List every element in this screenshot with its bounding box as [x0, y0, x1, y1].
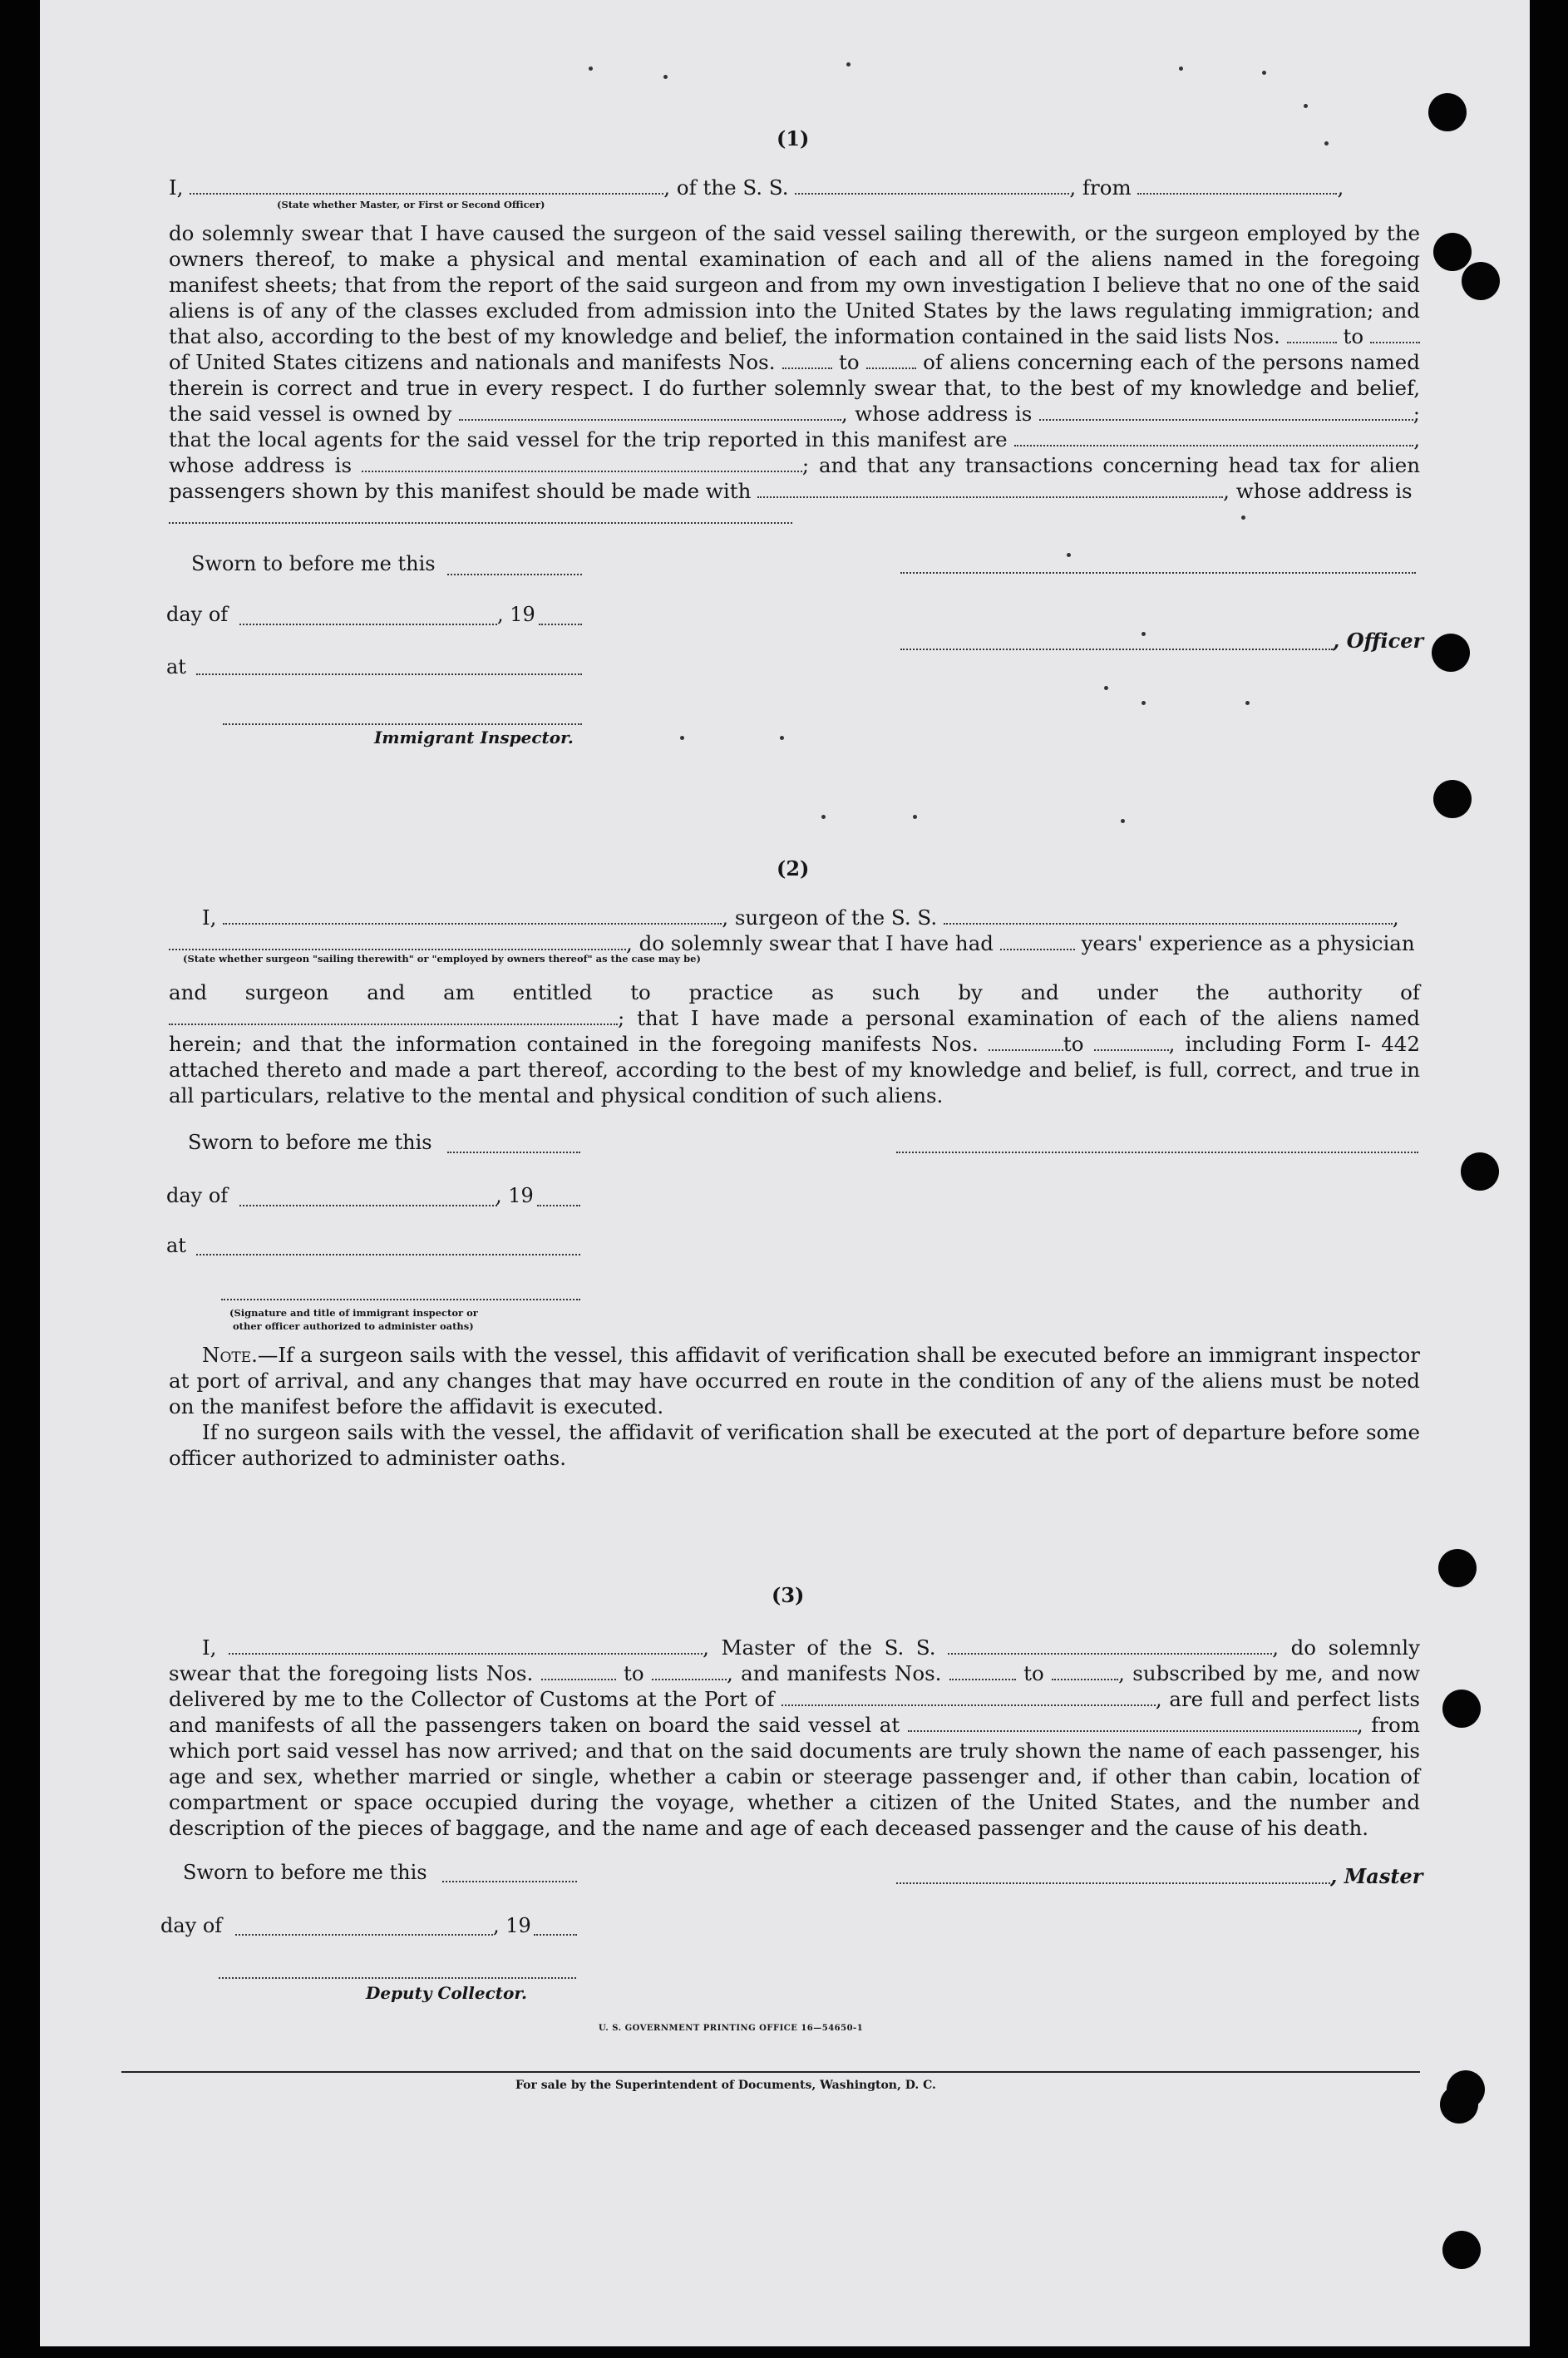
comma: , — [1392, 905, 1399, 930]
to-label: to — [1023, 1661, 1044, 1685]
sworn-date-field[interactable] — [442, 1881, 577, 1882]
scan-speck — [1141, 632, 1146, 636]
section-3-body — [169, 1635, 1420, 1841]
head-tax-address-field[interactable] — [169, 522, 792, 524]
surgeon-signature-field[interactable] — [896, 1152, 1418, 1153]
sale-notice: For sale by the Superintendent of Documents, Washington, D. C. — [515, 2079, 936, 2092]
i-label: I, — [202, 905, 217, 930]
day-of-label: day of — [166, 603, 229, 626]
are-full-text: , are full and perfect lists and — [169, 1687, 1420, 1737]
manifest-from-field[interactable] — [782, 351, 832, 369]
at-label: at — [166, 1234, 186, 1257]
inspector-signature-field[interactable] — [223, 723, 582, 725]
manifest-from-field[interactable] — [989, 1033, 1063, 1051]
printing-office-imprint: U. S. GOVERNMENT PRINTING OFFICE 16—54650-1 — [599, 2024, 864, 2033]
binder-hole — [1433, 233, 1472, 271]
note-label: Note. — [202, 1343, 258, 1367]
day-month-field[interactable] — [235, 1934, 493, 1936]
binder-hole — [1462, 262, 1500, 300]
scan-speck — [1241, 516, 1245, 520]
of-ss-label: , of the S. S. — [663, 175, 789, 200]
vessel-owner-field[interactable] — [459, 402, 841, 421]
section-3-number: (3) — [772, 1583, 805, 1607]
scan-speck — [663, 75, 668, 79]
swear-text: , do solemnly swear that I have had — [626, 931, 994, 955]
day-month-field[interactable] — [239, 624, 497, 625]
whose-address-label: whose address is — [169, 453, 353, 477]
owner-address-field[interactable] — [1039, 402, 1413, 421]
section-1-opening-line — [169, 175, 1420, 200]
section-1-text-a: do solemnly swear that I have caused the surgeon of the said vessel sailing therewith, or the surgeon employed by the owners thereof, to make a physical and mental examination of each and all of the aliens named in the foregoing manifest sheets; that from the report of the said surgeon and from my own investigation I believe that no one of the said aliens is of any of the classes excluded from admission into the United States by the laws regulating immigration; and that also, according to the best of my knowledge and belief, the information contained in the said lists Nos. — [169, 221, 1420, 348]
officer-caption: (State whether Master, or First or Second Officer) — [277, 199, 545, 210]
note-section — [169, 1342, 1420, 1471]
embarkation-port-field[interactable] — [908, 1714, 1357, 1732]
section-2-text-a: that I have made a personal examination of each of the aliens named herein; and that the information contained in the foregoing manifests Nos. — [169, 1006, 1420, 1056]
note-text-2: If no surgeon sails with the vessel, the affidavit of verification shall be executed at the port of departure before some officer authorized to administer oaths. — [169, 1420, 1420, 1470]
officer-label: , Officer — [1333, 629, 1424, 653]
manifest-to-field[interactable] — [866, 351, 916, 369]
from-which-text: , from which — [169, 1713, 1420, 1763]
surgeon-name-field[interactable] — [223, 906, 722, 925]
binder-hole — [1440, 2085, 1478, 2124]
sworn-date-field[interactable] — [447, 1152, 580, 1153]
agents-text: that the local agents for the said vessel for the trip reported in this manifest are — [169, 427, 1008, 451]
scan-speck — [846, 62, 851, 67]
scan-speck — [1141, 701, 1146, 705]
citizen-list-to-field[interactable] — [1370, 325, 1420, 343]
section-1-text-c: of aliens concerning each of the persons named therein is correct and true in every respect. I do further solemnly swear that, to the best of my knowledge and belief, the said vessel is owned by — [169, 350, 1420, 426]
master-of-label: , Master of the S. S. — [703, 1635, 936, 1660]
at-label: at — [166, 655, 186, 678]
surgeon-type-field[interactable] — [169, 932, 626, 950]
binder-hole — [1432, 634, 1470, 672]
day-month-field[interactable] — [239, 1205, 497, 1206]
section-2-opening-line — [169, 905, 1420, 930]
citizen-list-from-field[interactable] — [1287, 325, 1337, 343]
scan-speck — [1179, 67, 1183, 71]
officer-title-field[interactable] — [900, 649, 1333, 650]
lists-from-field[interactable] — [541, 1662, 616, 1680]
years-text: years' experience as a physician — [1081, 931, 1415, 955]
scan-speck — [1262, 71, 1266, 75]
note-text-1: —If a surgeon sails with the vessel, this affidavit of verification shall be executed before an immigrant inspector at port of arrival, and any changes that may have occurred en route in the condition of any of the aliens must be noted on the manifest before the affidavit is executed. — [169, 1343, 1420, 1418]
sworn-label: Sworn to before me this — [183, 1861, 427, 1884]
year-label: , 19 — [497, 603, 535, 626]
vessel-name-field[interactable] — [948, 1636, 1272, 1655]
binder-hole — [1433, 780, 1472, 818]
place-field[interactable] — [196, 1254, 580, 1255]
swear-lists-text: swear that the foregoing lists Nos. — [169, 1661, 534, 1685]
authority-field[interactable] — [169, 1007, 618, 1025]
vessel-name-field[interactable] — [944, 906, 1393, 925]
scan-speck — [589, 67, 593, 71]
comma: , — [1413, 427, 1420, 451]
officer-rank-field[interactable] — [190, 176, 663, 195]
inspector-label: Immigrant Inspector. — [374, 728, 574, 747]
port-field[interactable] — [782, 1688, 1156, 1706]
year-label: , 19 — [496, 1184, 534, 1207]
scan-speck — [1067, 553, 1071, 557]
to-label: to — [624, 1661, 644, 1685]
section-2-text-b: , including Form I- 442 attached thereto and made a part thereof, according to the best of my knowledge and belief, is full, correct, and true in all particulars, relative to the mental and physical condition of such aliens. — [169, 1032, 1420, 1107]
binder-hole — [1438, 1549, 1477, 1587]
master-name-field[interactable] — [229, 1636, 703, 1655]
year-field[interactable] — [539, 624, 582, 625]
semicolon: ; — [618, 1006, 625, 1030]
deputy-signature-field[interactable] — [219, 1977, 576, 1979]
sig-caption-line-1: (Signature and title of immigrant inspector or — [229, 1307, 478, 1319]
lists-to-field[interactable] — [652, 1662, 727, 1680]
scan-speck — [1304, 104, 1308, 108]
year-field[interactable] — [537, 1205, 580, 1206]
footer-rule — [121, 2071, 1420, 2073]
head-tax-text: ; and that any transactions concerning head tax for alien passengers shown by this manifest should be made with — [169, 453, 1421, 503]
section-1-number: (1) — [777, 126, 810, 150]
scan-speck — [821, 815, 826, 819]
day-of-label: day of — [160, 1914, 223, 1937]
sworn-label: Sworn to before me this — [188, 1131, 432, 1154]
section-1-text-b: of United States citizens and nationals and manifests Nos. — [169, 350, 776, 374]
manifests-of-text: manifests of all the passengers taken on board the said vessel at — [214, 1713, 900, 1737]
comma: , — [1337, 175, 1344, 200]
binder-hole — [1442, 2231, 1481, 2269]
head-tax-party-field[interactable] — [757, 480, 1223, 498]
binder-hole — [1442, 1690, 1481, 1728]
section-2-number: (2) — [777, 856, 810, 881]
scan-speck — [1245, 701, 1250, 705]
scan-speck — [680, 736, 684, 740]
year-field[interactable] — [534, 1934, 577, 1936]
administrator-signature-field[interactable] — [221, 1299, 580, 1300]
i-label: I, — [202, 1635, 217, 1660]
manifests-to-field[interactable] — [1052, 1662, 1118, 1680]
section-3-text: port said vessel has now arrived; and that on the said documents are truly shown the name of each passenger, his age and sex, whether married or single, whether a cabin or steerage passenger and, if other than cabin, location of compartment or space occupied during the voyage, whether a citizen of the United States, and the number and description of the pieces of baggage, and the name and age of each deceased passenger and the cause of his death. — [169, 1739, 1420, 1840]
section-2-body — [169, 979, 1420, 1108]
delivered-text: delivered by me to the Collector of Customs at the Port of — [169, 1687, 775, 1711]
scan-speck — [1121, 819, 1125, 823]
to-label: to — [1063, 1032, 1084, 1056]
vessel-name-field[interactable] — [795, 176, 1069, 195]
year-label: , 19 — [493, 1914, 531, 1937]
binder-hole — [1461, 1152, 1499, 1191]
whose-address-label: , whose address is — [841, 402, 1033, 426]
scan-speck — [1324, 141, 1329, 146]
sworn-label: Sworn to before me this — [191, 552, 436, 575]
surgeon-caption: (State whether surgeon "sailing therewith" or "employed by owners thereof" as the case may be) — [183, 953, 701, 964]
local-agents-field[interactable] — [1014, 428, 1413, 446]
deputy-collector-label: Deputy Collector. — [366, 1983, 528, 2003]
scan-speck — [1104, 686, 1108, 690]
surgeon-of-label: , surgeon of the S. S. — [722, 905, 938, 930]
and-manifests-text: , and manifests Nos. — [726, 1661, 942, 1685]
master-label: , Master — [1330, 1864, 1423, 1888]
to-label: to — [1343, 324, 1364, 348]
agents-address-field[interactable] — [362, 454, 802, 472]
scan-speck — [780, 736, 784, 740]
manifest-to-field[interactable] — [1094, 1033, 1169, 1051]
sworn-date-field[interactable] — [447, 574, 582, 575]
sig-caption-line-2: other officer authorized to administer oaths) — [233, 1320, 474, 1332]
officer-signature-field[interactable] — [900, 572, 1416, 574]
place-field[interactable] — [196, 673, 582, 675]
authority-text: and surgeon and am entitled to practice as such by and under the authority of — [169, 980, 1420, 1004]
i-label: I, — [169, 175, 184, 200]
years-experience-field[interactable] — [1000, 932, 1075, 950]
day-of-label: day of — [166, 1184, 229, 1207]
semicolon: ; — [1413, 402, 1420, 426]
whose-address-label: , whose address is — [1223, 479, 1413, 503]
subscribed-text: , subscribed by me, and now — [1118, 1661, 1421, 1685]
form-page — [40, 0, 1530, 2346]
from-label: , from — [1069, 175, 1132, 200]
binder-hole — [1428, 93, 1467, 131]
to-label: to — [839, 350, 860, 374]
scan-speck — [913, 815, 917, 819]
manifests-from-field[interactable] — [949, 1662, 1016, 1680]
master-signature-field[interactable] — [896, 1882, 1330, 1884]
solemnly-text: , do solemnly — [1272, 1635, 1420, 1660]
section-1-body — [169, 220, 1420, 504]
departure-port-field[interactable] — [1137, 176, 1337, 195]
